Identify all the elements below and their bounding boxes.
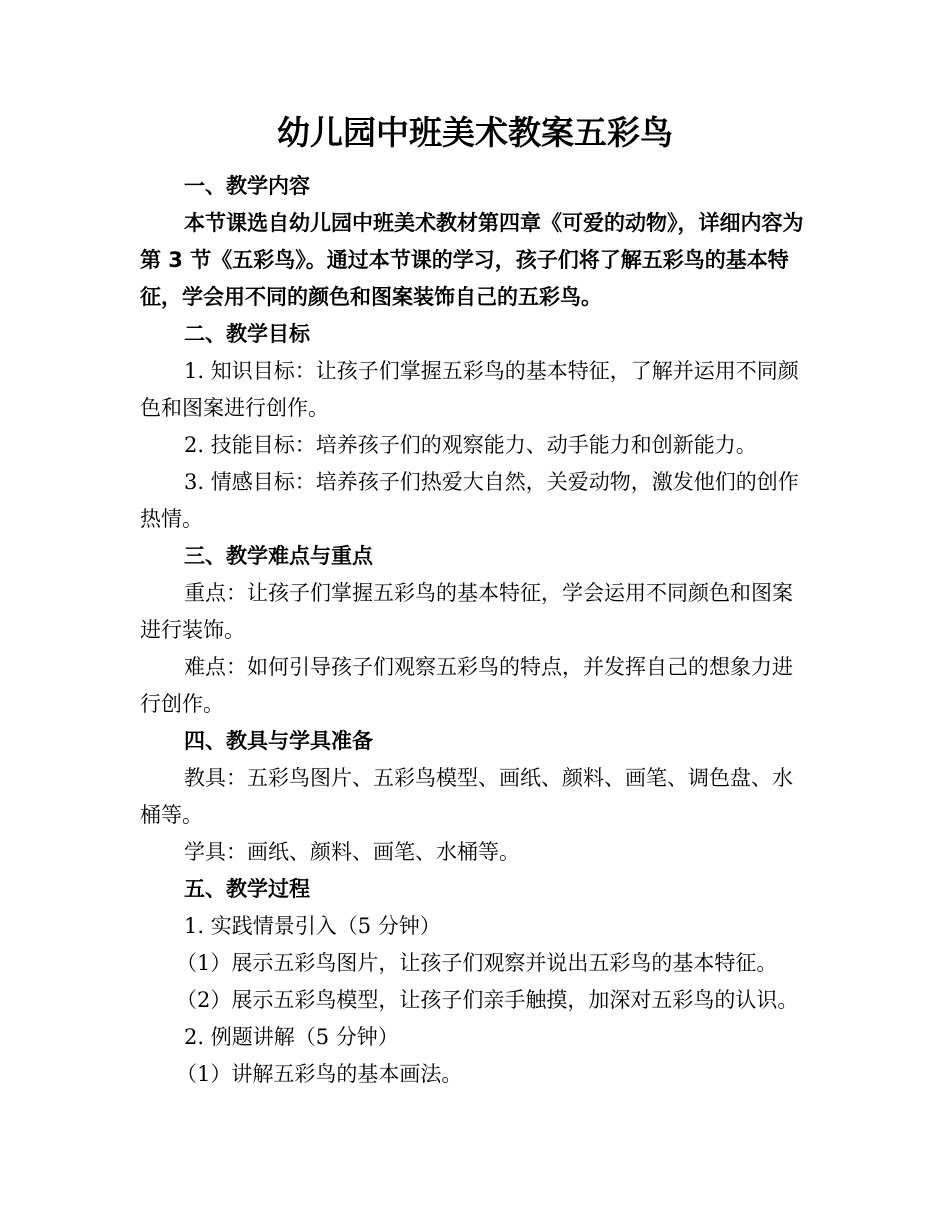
sub-paragraph: （1）讲解五彩鸟的基本画法。 <box>176 1062 463 1086</box>
paragraph: 本节课选自幼儿园中班美术教材第四章《可爱的动物》，详细内容为第 3 节《五彩鸟》。通过本节课的学习，孩子们将了解五彩鸟的基本特征，学会用不同的颜色和图案装饰自己的五彩鸟。 <box>140 211 804 309</box>
paragraph: 重点：让孩子们掌握五彩鸟的基本特征，学会运用不同颜色和图案进行装饰。 <box>140 581 793 642</box>
sub-paragraph: （2）展示五彩鸟模型，让孩子们亲手触摸，加深对五彩鸟的认识。 <box>176 988 799 1012</box>
document-body <box>140 168 810 1093</box>
section-heading: 五、教学过程 <box>184 877 310 901</box>
document-title: 幼儿园中班美术教案五彩鸟 <box>277 113 673 152</box>
paragraph: 学具：画纸、颜料、画笔、水桶等。 <box>184 840 520 864</box>
paragraph: 3. 情感目标：培养孩子们热爱大自然，关爱动物，激发他们的创作热情。 <box>140 470 799 531</box>
section-heading: 三、教学难点与重点 <box>184 544 373 568</box>
paragraph: 教具：五彩鸟图片、五彩鸟模型、画纸、颜料、画笔、调色盘、水桶等。 <box>140 766 793 827</box>
section-heading: 四、教具与学具准备 <box>184 729 373 753</box>
section-heading: 一、教学内容 <box>184 174 310 198</box>
paragraph: 1. 知识目标：让孩子们掌握五彩鸟的基本特征，了解并运用不同颜色和图案进行创作。 <box>140 359 799 420</box>
paragraph: 难点：如何引导孩子们观察五彩鸟的特点，并发挥自己的想象力进行创作。 <box>140 655 793 716</box>
paragraph: 2. 技能目标：培养孩子们的观察能力、动手能力和创新能力。 <box>184 433 757 457</box>
paragraph: 1. 实践情景引入（5 分钟） <box>184 914 441 938</box>
sub-paragraph: （1）展示五彩鸟图片，让孩子们观察并说出五彩鸟的基本特征。 <box>176 951 778 975</box>
paragraph: 2. 例题讲解（5 分钟） <box>184 1025 399 1049</box>
section-heading: 二、教学目标 <box>184 322 310 346</box>
